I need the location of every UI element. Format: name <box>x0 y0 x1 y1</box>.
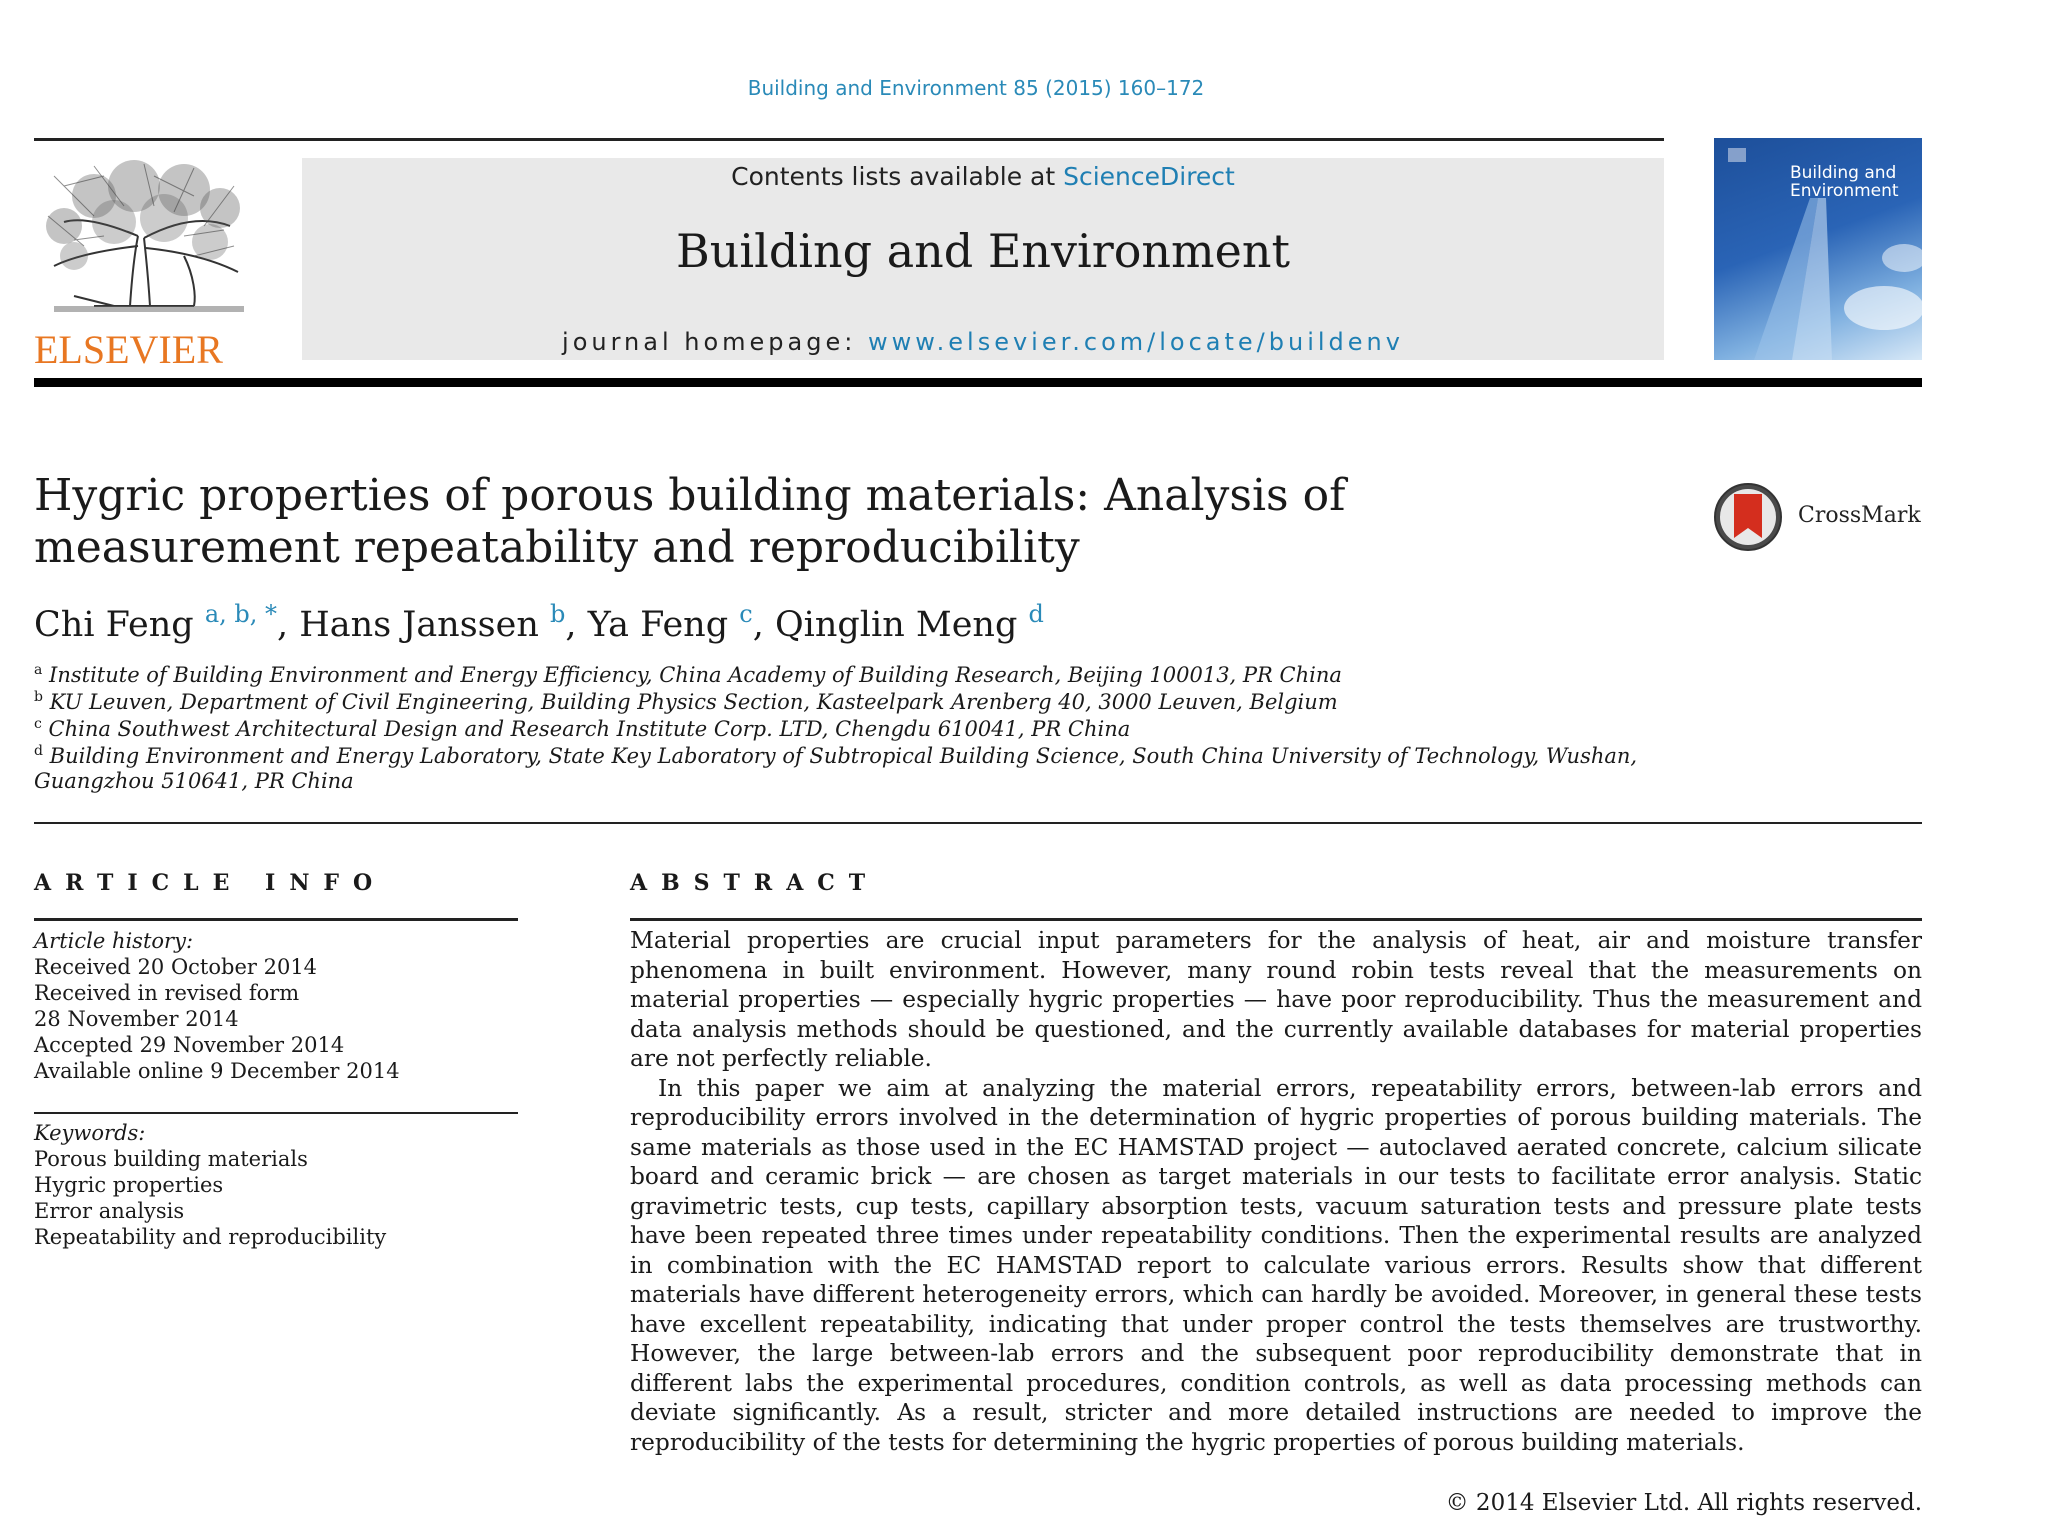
keywords-rule <box>34 1112 518 1114</box>
keyword-item[interactable]: Error analysis <box>34 1199 185 1223</box>
affiliation-text: Institute of Building Environment and Energy Efficiency, China Academy of Building Research, Beijing 100013, PR China <box>49 663 1342 687</box>
contents-prefix: Contents lists available at <box>731 162 1064 191</box>
header-thick-rule <box>34 378 1922 387</box>
cover-title: Building and Environment <box>1790 163 1899 201</box>
affiliation-text: KU Leuven, Department of Civil Engineering, Building Physics Section, Kasteelpark Arenberg 40, 3000 Leuven, Belgium <box>49 690 1338 714</box>
keyword-item[interactable]: Repeatability and reproducibility <box>34 1225 387 1249</box>
journal-cover-thumbnail[interactable] <box>1714 138 1922 360</box>
affiliation-d-continued <box>34 769 354 793</box>
keyword-item[interactable]: Hygric properties <box>34 1173 224 1197</box>
keywords-block <box>34 1120 534 1250</box>
affiliation-d <box>34 743 1637 768</box>
crossmark-icon[interactable] <box>1708 482 1788 552</box>
article-title <box>34 470 1634 574</box>
article-history-label: Article history: <box>34 929 194 953</box>
author-name[interactable]: Ya Feng <box>587 605 729 645</box>
article-title-line-1: Hygric properties of porous building materials: Analysis of <box>34 470 1346 521</box>
journal-title: Building and Environment <box>676 224 1290 278</box>
author-separator: , <box>752 605 775 645</box>
author-name[interactable]: Hans Janssen <box>299 605 539 645</box>
article-info-heading: ARTICLE INFO <box>34 870 387 896</box>
affiliation-key: a <box>34 662 43 678</box>
author-name[interactable]: Qinglin Meng <box>774 605 1018 645</box>
history-entry: Accepted 29 November 2014 <box>34 1033 345 1057</box>
affiliation-key: b <box>34 689 43 705</box>
history-entry: 28 November 2014 <box>34 1007 239 1031</box>
affiliation-text: Guangzhou 510641, PR China <box>34 769 354 793</box>
keyword-item[interactable]: Porous building materials <box>34 1147 308 1171</box>
author-affiliation-marker[interactable]: c <box>739 600 753 628</box>
abstract-body <box>630 926 1922 1457</box>
author-name[interactable]: Chi Feng <box>34 605 194 645</box>
affiliation-b <box>34 689 1338 714</box>
article-title-line-2: measurement repeatability and reproducibility <box>34 522 1080 573</box>
journal-citation[interactable] <box>0 76 1952 100</box>
homepage-prefix: journal homepage: <box>562 328 868 356</box>
section-divider <box>34 822 1922 824</box>
homepage-line <box>302 328 1664 356</box>
abstract-heading: ABSTRACT <box>630 870 880 896</box>
abstract-paragraph-2: In this paper we aim at analyzing the material errors, repeatability errors, between-lab errors and reproducibility errors involved in the determination of hygric properties of porous building materials. The same materials as those used in the EC HAMSTAD project — autoclaved aerated concrete, calcium silicate board and ceramic brick — are chosen as target materials in our tests to facilitate error analysis. Static gravimetric tests, cup tests, capillary absorption tests, vacuum saturation tests and pressure plate tests have been repeated three times under repeatability conditions. Then the experimental results are analyzed in combination with the EC HAMSTAD report to calculate various errors. Results show that different materials have different heterogeneity errors, which can hardly be avoided. Moreover, in general these tests have excellent repeatability, indicating that under proper control the tests themselves are trustworthy. However, the large between-lab errors and the subsequent poor reproducibility demonstrate that in different labs the experimental procedures, condition controls, as well as data processing methods can deviate significantly. As a result, stricter and more detailed instructions are needed to improve the reproducibility of the tests for determining the hygric properties of porous building materials. <box>630 1074 1922 1456</box>
author-separator: , <box>277 605 300 645</box>
author-affiliation-marker[interactable]: d <box>1028 600 1044 628</box>
affiliation-text: China Southwest Architectural Design and Research Institute Corp. LTD, Chengdu 610041, PR China <box>48 717 1131 741</box>
affiliation-text: Building Environment and Energy Laboratory, State Key Laboratory of Subtropical Building Science, South China University of Technology, Wushan, <box>49 744 1638 768</box>
author-list <box>34 600 1044 645</box>
affiliation-a <box>34 662 1342 687</box>
keywords-label: Keywords: <box>34 1121 146 1145</box>
affiliation-c <box>34 716 1130 741</box>
elsevier-wordmark[interactable]: ELSEVIER <box>34 327 223 372</box>
article-history <box>34 928 534 1084</box>
history-entry: Received 20 October 2014 <box>34 955 318 979</box>
article-info-rule <box>34 918 518 921</box>
abstract-paragraph-1: Material properties are crucial input parameters for the analysis of heat, air and moisture transfer phenomena in built environment. However, many round robin tests reveal that the measurements on material properties — especially hygric properties — have poor reproducibility. Thus the measurement and data analysis methods should be questioned, and the currently available databases for material properties are not perfectly reliable. <box>630 927 1922 1072</box>
header-rule <box>34 138 1664 141</box>
affiliation-key: c <box>34 716 42 732</box>
history-entry: Received in revised form <box>34 981 300 1005</box>
affiliation-key: d <box>34 743 43 759</box>
author-affiliation-marker[interactable]: a, b, * <box>204 600 277 628</box>
abstract-rule <box>630 918 1922 921</box>
copyright-notice: © 2014 Elsevier Ltd. All rights reserved. <box>1445 1490 1922 1516</box>
journal-homepage-link[interactable]: www.elsevier.com/locate/buildenv <box>867 328 1404 356</box>
author-affiliation-marker[interactable]: b <box>550 600 566 628</box>
contents-line <box>302 162 1664 191</box>
sciencedirect-link[interactable]: ScienceDirect <box>1063 162 1235 191</box>
history-entry: Available online 9 December 2014 <box>34 1059 400 1083</box>
journal-banner <box>302 158 1664 360</box>
citation-text[interactable]: Building and Environment 85 (2015) 160–172 <box>747 76 1205 100</box>
crossmark-label[interactable]: CrossMark <box>1798 503 1921 528</box>
author-separator: , <box>565 605 588 645</box>
